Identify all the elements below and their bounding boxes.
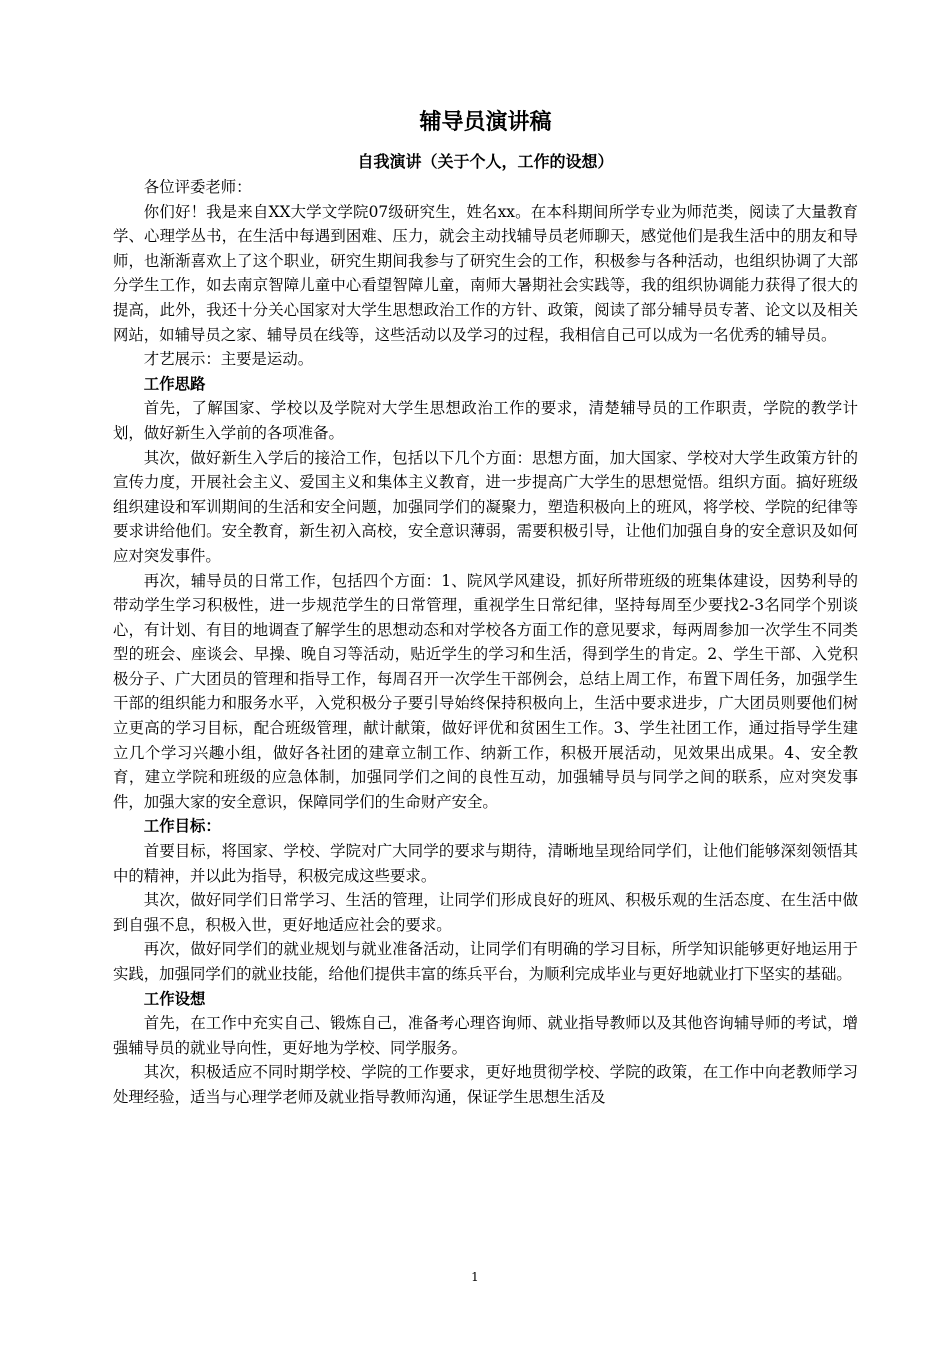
page-number: 1: [471, 1270, 479, 1284]
work-plans-paragraph-2: 其次，积极适应不同时期学校、学院的工作要求，更好地贯彻学校、学院的政策，在工作中向老教师学习处理经验，适当与心理学老师及就业指导教师沟通，保证学生思想生活及: [113, 1063, 858, 1106]
work-goals-paragraph-1: 首要目标，将国家、学校、学院对广大同学的要求与期待，清晰地呈现给同学们，让他们能够深刻领悟其中的精神，并以此为指导，积极完成这些要求。: [113, 842, 858, 885]
work-approach-paragraph-2: 其次，做好新生入学后的接洽工作，包括以下几个方面：思想方面，加大国家、学校对大学生政策方针的宣传力度，开展社会主义、爱国主义和集体主义教育，进一步提高广大学生的思想觉悟。组织方面。搞好班级组织建设和军训期间的生活和安全问题，加强同学们的凝聚力，塑造积极向上的班风，将学校、学院的纪律等要求讲给他们。安全教育，新生初入高校，安全意识薄弱，需要积极引导，让他们加强自身的安全意识及如何应对突发事件。: [113, 448, 858, 565]
work-goals-paragraph-3: 再次，做好同学们的就业规划与就业准备活动，让同学们有明确的学习目标，所学知识能够更好地运用于实践，加强同学们的就业技能，给他们提供丰富的练兵平台，为顺利完成毕业与更好地就业打下坚实的基础。: [113, 940, 858, 983]
talent-paragraph: 才艺展示：主要是运动。: [143, 350, 314, 369]
section-heading-work-approach: 工作思路: [143, 374, 206, 393]
work-goals-paragraph-2: 其次，做好同学们日常学习、生活的管理，让同学们形成良好的班风、积极乐观的生活态度、在生活中做到自强不息，积极入世，更好地适应社会的要求。: [113, 891, 858, 934]
salutation: 各位评委老师：: [143, 178, 252, 196]
document-page: [113, 108, 858, 1110]
document-subtitle: 自我演讲（关于个人，工作的设想）: [357, 152, 614, 171]
section-heading-work-goals: 工作目标：: [143, 817, 221, 836]
section-heading-work-plans: 工作设想: [143, 989, 206, 1008]
document-title: 辅导员演讲稿: [419, 110, 552, 135]
intro-paragraph: 你们好！我是来自XX大学文学院07级研究生，姓名xx。在本科期间所学专业为师范类，阅读了大量教育学、心理学丛书，在生活中每遇到困难、压力，就会主动找辅导员老师聊天，感觉他们是我生活中的朋友和导师，也渐渐喜欢上了这个职业，研究生期间我参与了研究生会的工作，积极参与各种活动，也组织协调了大部分学生工作，如去南京智障儿童中心看望智障儿童，南师大暑期社会实践等，我的组织协调能力获得了很大的提高，此外，我还十分关心国家对大学生思想政治工作的方针、政策，阅读了部分辅导员专著、论文以及相关网站，如辅导员之家、辅导员在线等，这些活动以及学习的过程，我相信自己可以成为一名优秀的辅导员。: [113, 202, 858, 344]
work-approach-paragraph-1: 首先，了解国家、学校以及学院对大学生思想政治工作的要求，清楚辅导员的工作职责，学院的教学计划，做好新生入学前的各项准备。: [113, 399, 858, 442]
work-plans-paragraph-1: 首先，在工作中充实自己、锻炼自己，准备考心理咨询师、就业指导教师以及其他咨询辅导师的考试，增强辅导员的就业导向性，更好地为学校、同学服务。: [113, 1014, 858, 1057]
work-approach-paragraph-3: 再次，辅导员的日常工作，包括四个方面：1、院风学风建设，抓好所带班级的班集体建设，因势利导的带动学生学习积极性，进一步规范学生的日常管理，重视学生日常纪律，坚持每周至少要找2-3名同学个别谈心，有计划、有目的地调查了解学生的思想动态和对学校各方面工作的意见要求，每两周参加一次学生不同类型的班会、座谈会、早操、晚自习等活动，贴近学生的学习和生活，得到学生的肯定。2、学生干部、入党积极分子、广大团员的管理和指导工作，每周召开一次学生干部例会，总结上周工作，布置下周任务，加强学生干部的组织能力和服务水平，入党积极分子要引导始终保持积极向上，生活中要求进步，广大团员则要他们树立更高的学习目标，配合班级管理，献计献策，做好评优和贫困生工作。3、学生社团工作，通过指导学生建立几个学习兴趣小组，做好各社团的建章立制工作、纳新工作，积极开展活动，见效果出成果。4、安全教育，建立学院和班级的应急体制，加强同学们之间的良性互动，加强辅导员与同学之间的联系，应对突发事件，加强大家的安全意识，保障同学们的生命财产安全。: [113, 571, 858, 811]
